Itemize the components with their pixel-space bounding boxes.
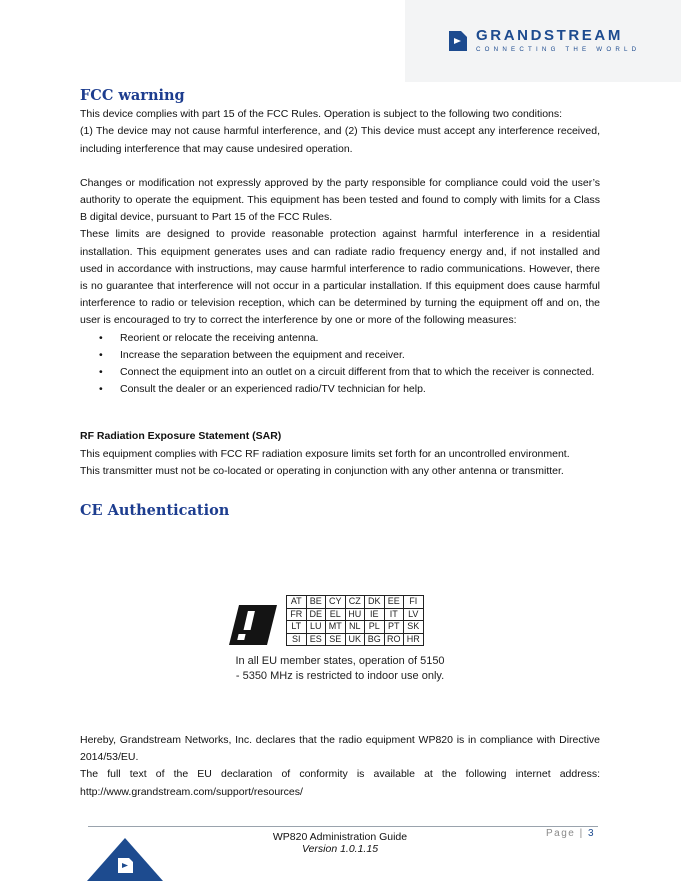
- warning-mark-icon: [227, 602, 279, 648]
- country-cell: CY: [326, 596, 346, 609]
- grandstream-logo: [446, 28, 640, 53]
- country-cell: LV: [404, 608, 424, 621]
- country-cell: LU: [306, 621, 326, 634]
- country-cell: UK: [345, 633, 365, 646]
- declaration-text: Hereby, Grandstream Networks, Inc. declares that the radio equipment WP820 is in compliance with Directive 2014/53/EU.: [80, 734, 600, 764]
- country-cell: IT: [384, 608, 404, 621]
- country-cell: PL: [365, 621, 385, 634]
- country-cell: MT: [326, 621, 346, 634]
- country-cell: NL: [345, 621, 365, 634]
- footer-logo-icon: [86, 837, 164, 881]
- country-cell: DK: [365, 596, 385, 609]
- fcc-paragraph-4: These limits are designed to provide reasonable protection against harmful interference in a residential installation. This equipment generates uses and can radiate radio frequency energy and, if not installed and used in accordance with instructions, may cause harmful interference to radio communications. However, there is no guarantee that interference will not occur in a particular installation. If this equipment does cause harmful interference to radio or television reception, which can be determined by turning the equipment off and on, the user is encouraged to try to correct the interference by one or more of the following measures:: [80, 228, 600, 327]
- guide-title: WP820 Administration Guide: [272, 831, 408, 843]
- rf-heading: RF Radiation Exposure Statement (SAR): [80, 430, 282, 443]
- country-cell: ES: [306, 633, 326, 646]
- country-cell: RO: [384, 633, 404, 646]
- ce-heading: CE Authentication: [80, 502, 230, 520]
- country-cell: BE: [306, 596, 326, 609]
- grandstream-logo-icon: [446, 29, 470, 53]
- measures-list: [80, 330, 600, 399]
- page-number: 3: [588, 828, 596, 839]
- fcc-paragraph-1: This device complies with part 15 of the FCC Rules. Operation is subject to the following two conditions:: [80, 108, 563, 121]
- declaration-section: [80, 732, 600, 801]
- country-cell: HU: [345, 608, 365, 621]
- version-label: Version 1.0.1.15: [301, 843, 379, 855]
- fcc-paragraph-3: Changes or modification not expressly approved by the party responsible for compliance could void the user’s authority to operate the equipment. This equipment has been tested and found to comply with limits for a Class B digital device, pursuant to Part 15 of the FCC Rules.: [80, 176, 600, 224]
- country-cell: PT: [384, 621, 404, 634]
- country-cell: SE: [326, 633, 346, 646]
- country-cell: EE: [384, 596, 404, 609]
- country-cell: SI: [287, 633, 307, 646]
- country-cell: IE: [365, 608, 385, 621]
- list-item: • Connect the equipment into an outlet on a circuit different from that to which the receiver is connected.: [80, 364, 600, 381]
- page-indicator: [546, 828, 595, 839]
- ce-note-line-2: - 5350 MHz is restricted to indoor use only.: [235, 670, 445, 682]
- country-code-table: [286, 595, 424, 646]
- country-cell: BG: [365, 633, 385, 646]
- fcc-heading: FCC warning: [80, 87, 185, 104]
- main-content: [80, 84, 600, 519]
- rf-paragraph-1: This equipment complies with FCC RF radiation exposure limits set forth for an uncontrolled environment.: [80, 447, 570, 460]
- country-cell: EL: [326, 608, 346, 621]
- country-cell: AT: [287, 596, 307, 609]
- ce-restriction-figure: [224, 593, 454, 688]
- country-cell: CZ: [345, 596, 365, 609]
- brand-name: GRANDSTREAM: [476, 27, 623, 44]
- fcc-paragraph-2: (1) The device may not cause harmful interference, and (2) This device must accept any interference received, including interference that may cause undesired operation.: [80, 125, 600, 155]
- rf-paragraph-2: This transmitter must not be co-located or operating in conjunction with any other antenna or transmitter.: [80, 464, 564, 477]
- list-item: • Increase the separation between the equipment and receiver.: [80, 347, 600, 364]
- fulltext-text: The full text of the EU declaration of conformity is available at the following internet address: http://www.grandstream.com/support/resources/: [80, 768, 600, 798]
- country-cell: SK: [404, 621, 424, 634]
- country-cell: FR: [287, 608, 307, 621]
- ce-restriction-note: [226, 654, 454, 684]
- country-cell: FI: [404, 596, 424, 609]
- list-item: • Reorient or relocate the receiving antenna.: [80, 330, 600, 347]
- footer-divider: [88, 826, 598, 827]
- footer-title-block: [240, 831, 440, 855]
- country-cell: DE: [306, 608, 326, 621]
- ce-note-line-1: In all EU member states, operation of 5150: [235, 655, 445, 667]
- list-item: • Consult the dealer or an experienced radio/TV technician for help.: [80, 381, 600, 398]
- brand-tagline: CONNECTING THE WORLD: [476, 46, 641, 53]
- country-cell: HR: [404, 633, 424, 646]
- country-cell: LT: [287, 621, 307, 634]
- page-label: Page |: [546, 828, 584, 839]
